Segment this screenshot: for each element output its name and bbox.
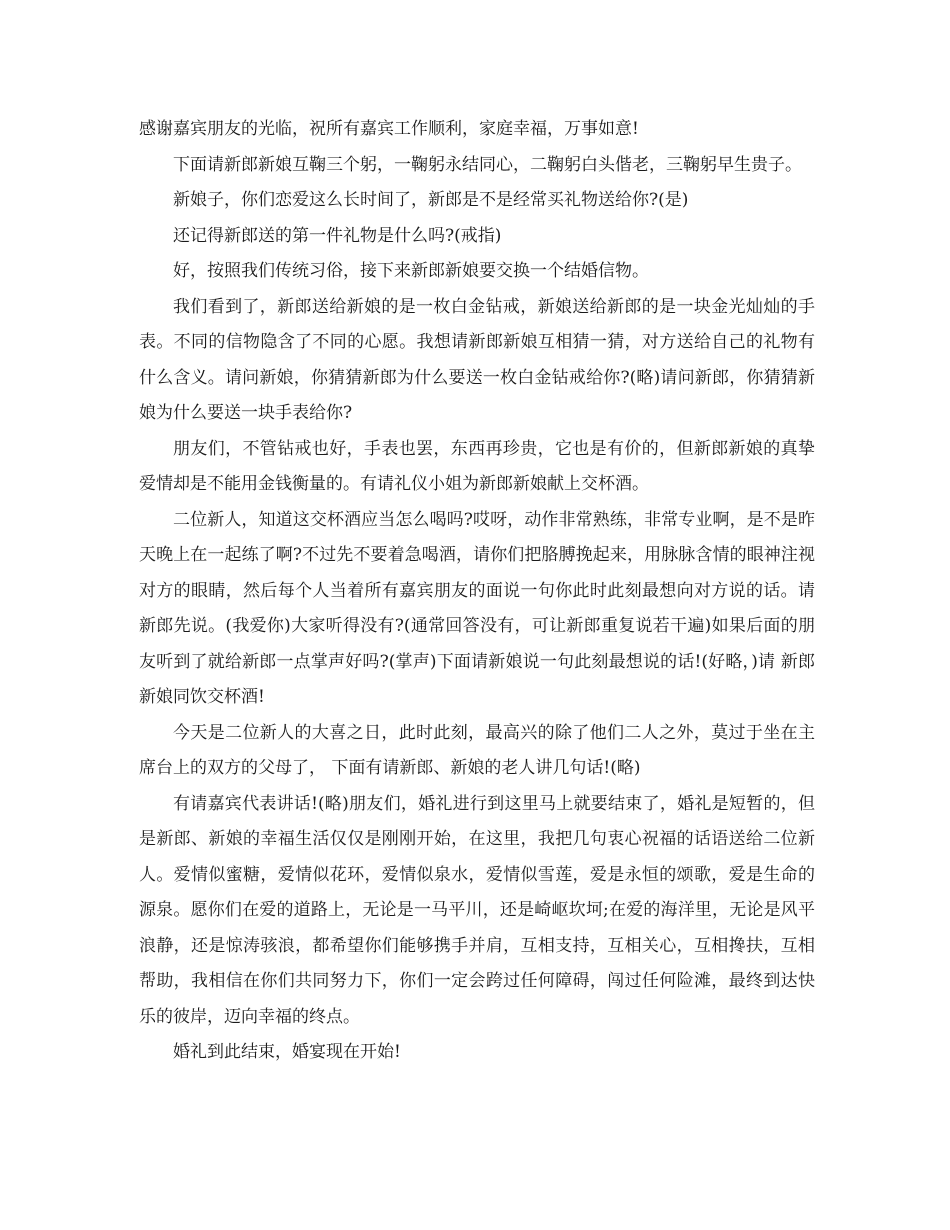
paragraph-bows: 下面请新郎新娘互鞠三个躬，一鞠躬永结同心，二鞠躬白头偕老，三鞠躬早生贵子。 — [173, 154, 802, 175]
paragraph-ring-and-watch: 我们看到了，新郎送给新娘的是一枚白金钻戒，新娘送给新郎的是一块金光灿灿的手表。不同的信物隐含了不同的心愿。我想请新郎新娘互相猜一猜，对方送给自己的礼物有什么含义。请问新娘，你猜猜新郎为什么要送一枚白金钻戒给你?(略)请问新郎，你猜猜新娘为什么要送一块手表给你? — [139, 296, 815, 423]
paragraph-closing: 婚礼到此结束，婚宴现在开始! — [173, 1042, 401, 1062]
paragraph-parents: 今天是二位新人的大喜之日，此时此刻，最高兴的除了他们二人之外，莫过于坐在主席台上的双方的父母了， 下面有请新郎、新娘的老人讲几句话!(略) — [139, 722, 815, 778]
paragraph-question-gifts: 新娘子，你们恋爱这么长时间了，新郎是不是经常买礼物送给你?(是) — [173, 190, 689, 210]
paragraph-wedding-wine: 二位新人，知道这交杯酒应当怎么喝吗?哎呀，动作非常熟练，非常专业啊，是不是昨天晚上在一起练了啊?不过先不要着急喝酒，请你们把胳膊挽起来，用脉脉含情的眼神注视对方的眼睛，然后每个人当着所有嘉宾朋友的面说一句你此时此刻最想向对方说的话。请新郎先说。(我爱你)大家听得没有?(通常回答没有，可让新郎重复说若干遍)如果后面的朋友听到了就给新郎一点掌声好吗?(掌声)下面请新娘说一句此刻最想说的话!(好略，)请 新郎新娘同饮交杯酒! — [139, 509, 815, 707]
paragraph-exchange-tokens: 好，按照我们传统习俗，接下来新郎新娘要交换一个结婚信物。 — [173, 261, 649, 281]
paragraph-guest-speech: 有请嘉宾代表讲话!(略)朋友们，婚礼进行到这里马上就要结束了，婚礼是短暂的，但是新郎、新娘的幸福生活仅仅是刚刚开始，在这里，我把几句衷心祝福的话语送给二位新人。爱情似蜜糖，爱情似花环，爱情似泉水，爱情似雪莲，爱是永恒的颂歌，爱是生命的源泉。愿你们在爱的道路上，无论是一马平川，还是崎岖坎坷;在爱的海洋里，无论是风平浪静，还是惊涛骇浪，都希望你们能够携手并肩，互相支持，互相关心，互相搀扶，互相帮助，我相信在你们共同努力下，你们一定会跨过任何障碍，闯过任何险滩，最终到达快乐的彼岸，迈向幸福的终点。 — [139, 793, 815, 1027]
paragraph-thanks: 感谢嘉宾朋友的光临，祝所有嘉宾工作顺利，家庭幸福，万事如意! — [139, 119, 639, 139]
document-body — [139, 112, 815, 1071]
paragraph-question-first-gift: 还记得新郎送的第一件礼物是什么吗?(戒指) — [173, 225, 502, 246]
paragraph-true-love: 朋友们，不管钻戒也好，手表也罢，东西再珍贵，它也是有价的，但新郎新娘的真挚爱情却是不能用金钱衡量的。有请礼仪小姐为新郎新娘献上交杯酒。 — [139, 438, 815, 494]
